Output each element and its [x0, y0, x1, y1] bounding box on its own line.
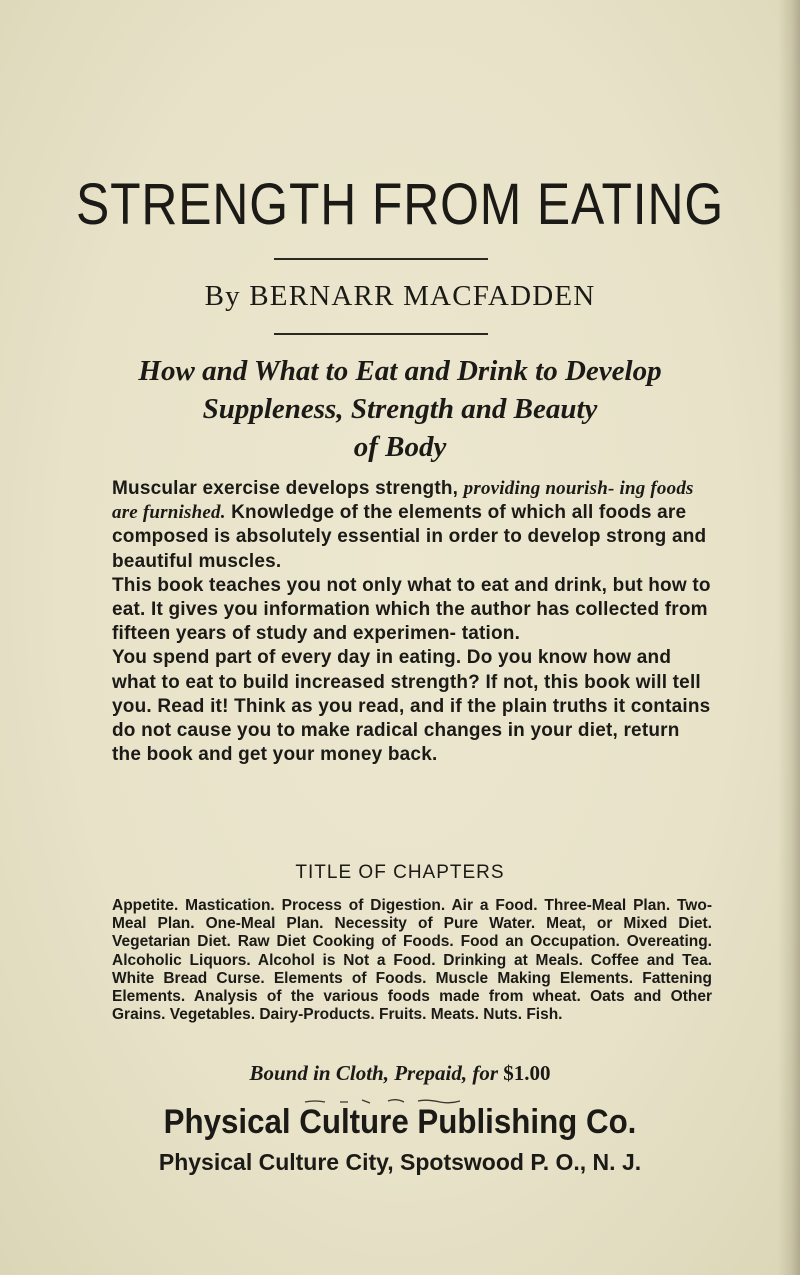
book-subtitle [0, 352, 800, 466]
price-line [0, 1061, 800, 1086]
description-paragraph: You spend part of every day in eating. Do you know how and what to eat to build increased strength? If not, this book will tell you. Read it! Think as you read, and if the plain truths it contains do not cause you to make radical changes in your diet, return the book and get your money back. [112, 647, 711, 766]
description-paragraph: This book teaches you not only what to eat and drink, but how to eat. It gives you information which the author has collected from fifteen years of study and experimen- tation. [112, 574, 711, 645]
subtitle-line: Suppleness, Strength and Beauty [202, 393, 598, 425]
divider-rule [274, 333, 488, 335]
paragraph-text: Knowledge of the elements of which all foods are composed is absolutely essential in order to develop strong and beautiful muscles. [112, 502, 707, 572]
subtitle-line: How and What to Eat and Drink to Develop [138, 355, 662, 387]
paragraph-text: Muscular exercise develops strength, [112, 478, 464, 499]
book-title: STRENGTH FROM EATING [75, 172, 725, 237]
description-paragraph [112, 477, 712, 574]
subtitle-line: of Body [353, 431, 447, 463]
price-amount: $1.00 [503, 1061, 551, 1085]
chapters-list: Appetite. Mastication. Process of Digestion. Air a Food. Three-Meal Plan. Two-Meal Plan. One-Meal Plan. Necessity of Pure Water. Meat, or Mixed Diet. Vegetarian Diet. Raw Diet Cooking of Foods. Food an Occupation. Overeating. Alcoholic Liquors. Alcohol is Not a Food. Drinking at Meals. Coffee and Tea. White Bread Curse. Elements of Foods. Muscle Making Elements. Fattening Elements. Analysis of the various foods made from wheat. Oats and Other Grains. Vegetables. Dairy-Products. Fruits. Meats. Nuts. Fish. [112, 897, 712, 1024]
author-byline: By BERNARR MACFADDEN [204, 280, 596, 312]
divider-rule [274, 258, 488, 260]
publisher-address: Physical Culture City, Spotswood P. O., N. J. [158, 1149, 642, 1175]
description-text [112, 477, 712, 767]
chapters-heading: TITLE OF CHAPTERS [295, 862, 505, 883]
price-text: Bound in Cloth, Prepaid, for [249, 1061, 504, 1085]
publisher-name: Physical Culture Publishing Co. [163, 1103, 637, 1141]
emphasis-text: providing nourish- ing foods are furnished. [112, 478, 694, 524]
